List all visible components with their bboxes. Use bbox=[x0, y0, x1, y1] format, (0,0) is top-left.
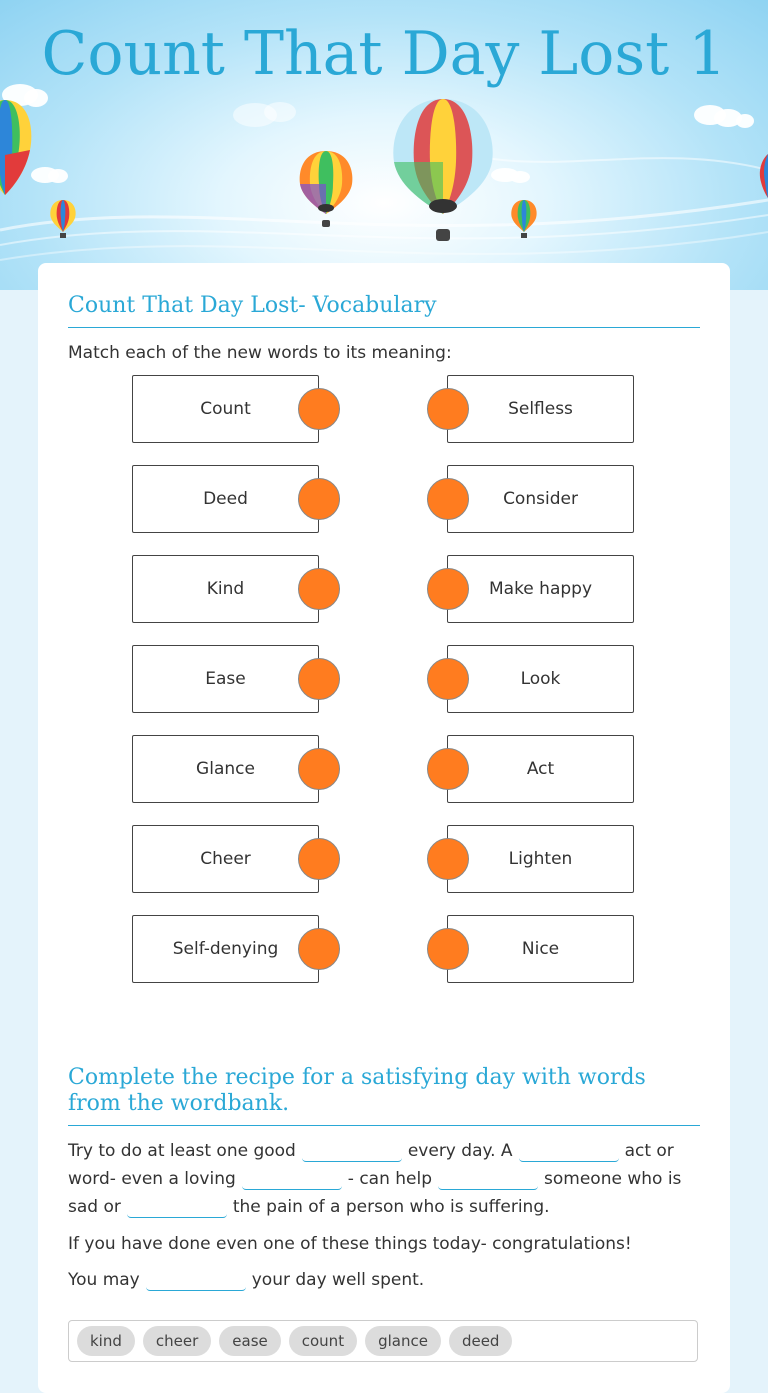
balloon-right-partial-icon bbox=[755, 150, 768, 200]
match-right-connector[interactable] bbox=[427, 478, 469, 520]
match-left-box[interactable]: Glance bbox=[132, 735, 319, 803]
blank-input-3[interactable] bbox=[242, 1169, 342, 1190]
match-left-connector[interactable] bbox=[298, 838, 340, 880]
recipe-section-title: Complete the recipe for a satisfying day with words from the wordbank. bbox=[68, 1065, 700, 1126]
recipe-text-2: every day. A bbox=[407, 1141, 513, 1161]
blank-input-6[interactable] bbox=[146, 1270, 246, 1291]
match-right-box[interactable]: Look bbox=[447, 645, 634, 713]
match-right-connector[interactable] bbox=[427, 928, 469, 970]
match-right-box[interactable]: Lighten bbox=[447, 825, 634, 893]
match-left-connector[interactable] bbox=[298, 658, 340, 700]
recipe-text-5: someone who is sad or bbox=[68, 1169, 682, 1217]
blank-input-4[interactable] bbox=[438, 1169, 538, 1190]
match-right-box[interactable]: Consider bbox=[447, 465, 634, 533]
balloon-large-center-icon bbox=[388, 96, 498, 244]
match-left-connector[interactable] bbox=[298, 568, 340, 610]
match-right-connector[interactable] bbox=[427, 568, 469, 610]
balloon-medium-icon bbox=[296, 148, 356, 230]
match-left-connector[interactable] bbox=[298, 748, 340, 790]
blank-input-2[interactable] bbox=[519, 1141, 619, 1162]
blank-input-1[interactable] bbox=[302, 1141, 402, 1162]
recipe-text-6: the pain of a person who is suffering. bbox=[232, 1197, 550, 1217]
header-banner bbox=[0, 0, 768, 290]
match-right-connector[interactable] bbox=[427, 388, 469, 430]
final-text-2: your day well spent. bbox=[251, 1270, 425, 1290]
wordbank-chip[interactable]: kind bbox=[77, 1326, 135, 1356]
final-text-1: You may bbox=[68, 1270, 140, 1290]
congratulations-text: If you have done even one of these things today- congratulations! bbox=[68, 1234, 632, 1254]
match-right-box[interactable]: Nice bbox=[447, 915, 634, 983]
match-right-connector[interactable] bbox=[427, 748, 469, 790]
match-right-box[interactable]: Selfless bbox=[447, 375, 634, 443]
match-left-box[interactable]: Cheer bbox=[132, 825, 319, 893]
wordbank-chip[interactable]: ease bbox=[219, 1326, 280, 1356]
match-left-box[interactable]: Kind bbox=[132, 555, 319, 623]
vocabulary-section-title: Count That Day Lost- Vocabulary bbox=[68, 293, 700, 328]
balloon-left-large-icon bbox=[0, 95, 40, 205]
page-title: Count That Day Lost 1 bbox=[41, 19, 727, 89]
wordbank-chip[interactable]: glance bbox=[365, 1326, 441, 1356]
recipe-paragraph bbox=[68, 1137, 704, 1221]
match-right-box[interactable]: Make happy bbox=[447, 555, 634, 623]
match-left-box[interactable]: Deed bbox=[132, 465, 319, 533]
match-right-connector[interactable] bbox=[427, 658, 469, 700]
recipe-text-4: - can help bbox=[347, 1169, 433, 1189]
wordbank-chip[interactable]: count bbox=[289, 1326, 357, 1356]
match-right-connector[interactable] bbox=[427, 838, 469, 880]
match-left-connector[interactable] bbox=[298, 388, 340, 430]
final-sentence bbox=[68, 1266, 704, 1294]
match-right-box[interactable]: Act bbox=[447, 735, 634, 803]
recipe-text-1: Try to do at least one good bbox=[68, 1141, 296, 1161]
wordbank-chip[interactable]: deed bbox=[449, 1326, 513, 1356]
match-left-box[interactable]: Self-denying bbox=[132, 915, 319, 983]
match-left-connector[interactable] bbox=[298, 478, 340, 520]
recipe-text-3: act or word- even a loving bbox=[68, 1141, 674, 1189]
match-left-connector[interactable] bbox=[298, 928, 340, 970]
balloon-small-right-icon bbox=[508, 198, 540, 240]
wordbank bbox=[68, 1320, 698, 1362]
match-left-box[interactable]: Count bbox=[132, 375, 319, 443]
balloon-small-left-icon bbox=[47, 198, 79, 240]
blank-input-5[interactable] bbox=[127, 1197, 227, 1218]
matching-instruction: Match each of the new words to its meaning: bbox=[68, 343, 452, 363]
wordbank-chip[interactable]: cheer bbox=[143, 1326, 211, 1356]
worksheet-card bbox=[38, 263, 730, 1393]
match-left-box[interactable]: Ease bbox=[132, 645, 319, 713]
